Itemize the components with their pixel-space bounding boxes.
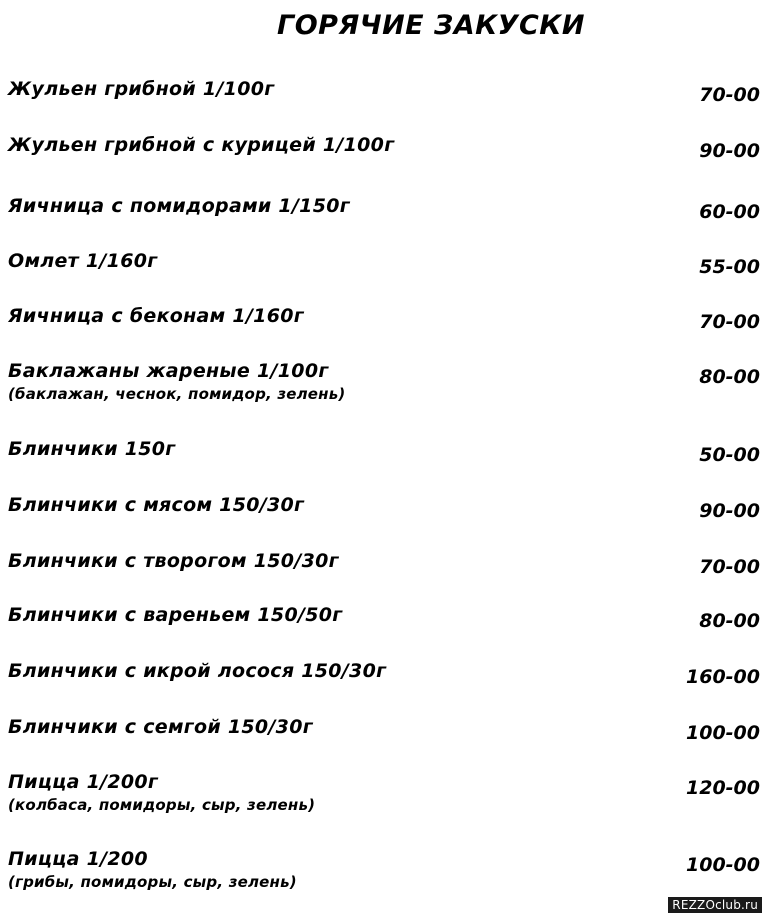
item-price: 80-00 xyxy=(699,610,760,632)
item-price: 120-00 xyxy=(686,777,760,799)
item-price: 70-00 xyxy=(699,84,760,106)
item-name: Яичница с беконам 1/160г xyxy=(8,305,304,327)
item-name: Жульен грибной с курицей 1/100г xyxy=(8,134,395,156)
item-note: (колбаса, помидоры, сыр, зелень) xyxy=(8,796,316,814)
item-name: Блинчики с икрой лосося 150/30г xyxy=(8,660,387,682)
item-name: Пицца 1/200г xyxy=(8,771,159,793)
item-name: Блинчики с мясом 150/30г xyxy=(8,494,305,516)
item-price: 70-00 xyxy=(699,311,760,333)
item-price: 100-00 xyxy=(686,722,760,744)
item-name: Омлет 1/160г xyxy=(8,250,158,272)
item-name: Яичница с помидорами 1/150г xyxy=(8,195,350,217)
item-name: Блинчики 150г xyxy=(8,438,176,460)
item-name: Блинчики с вареньем 150/50г xyxy=(8,604,343,626)
item-note: (баклажан, чеснок, помидор, зелень) xyxy=(8,385,346,403)
item-price: 100-00 xyxy=(686,854,760,876)
item-name: Пицца 1/200 xyxy=(8,848,148,870)
item-price: 55-00 xyxy=(699,256,760,278)
menu-title: ГОРЯЧИЕ ЗАКУСКИ xyxy=(277,10,585,41)
item-price: 160-00 xyxy=(686,666,760,688)
item-price: 80-00 xyxy=(699,366,760,388)
item-name: Баклажаны жареные 1/100г xyxy=(8,360,329,382)
item-price: 70-00 xyxy=(699,556,760,578)
item-price: 90-00 xyxy=(699,500,760,522)
item-price: 50-00 xyxy=(699,444,760,466)
item-note: (грибы, помидоры, сыр, зелень) xyxy=(8,873,297,891)
item-name: Блинчики с семгой 150/30г xyxy=(8,716,313,738)
item-price: 60-00 xyxy=(699,201,760,223)
item-name: Блинчики с творогом 150/30г xyxy=(8,550,339,572)
item-name: Жульен грибной 1/100г xyxy=(8,78,275,100)
watermark: REZZOclub.ru xyxy=(668,897,762,913)
item-price: 90-00 xyxy=(699,140,760,162)
